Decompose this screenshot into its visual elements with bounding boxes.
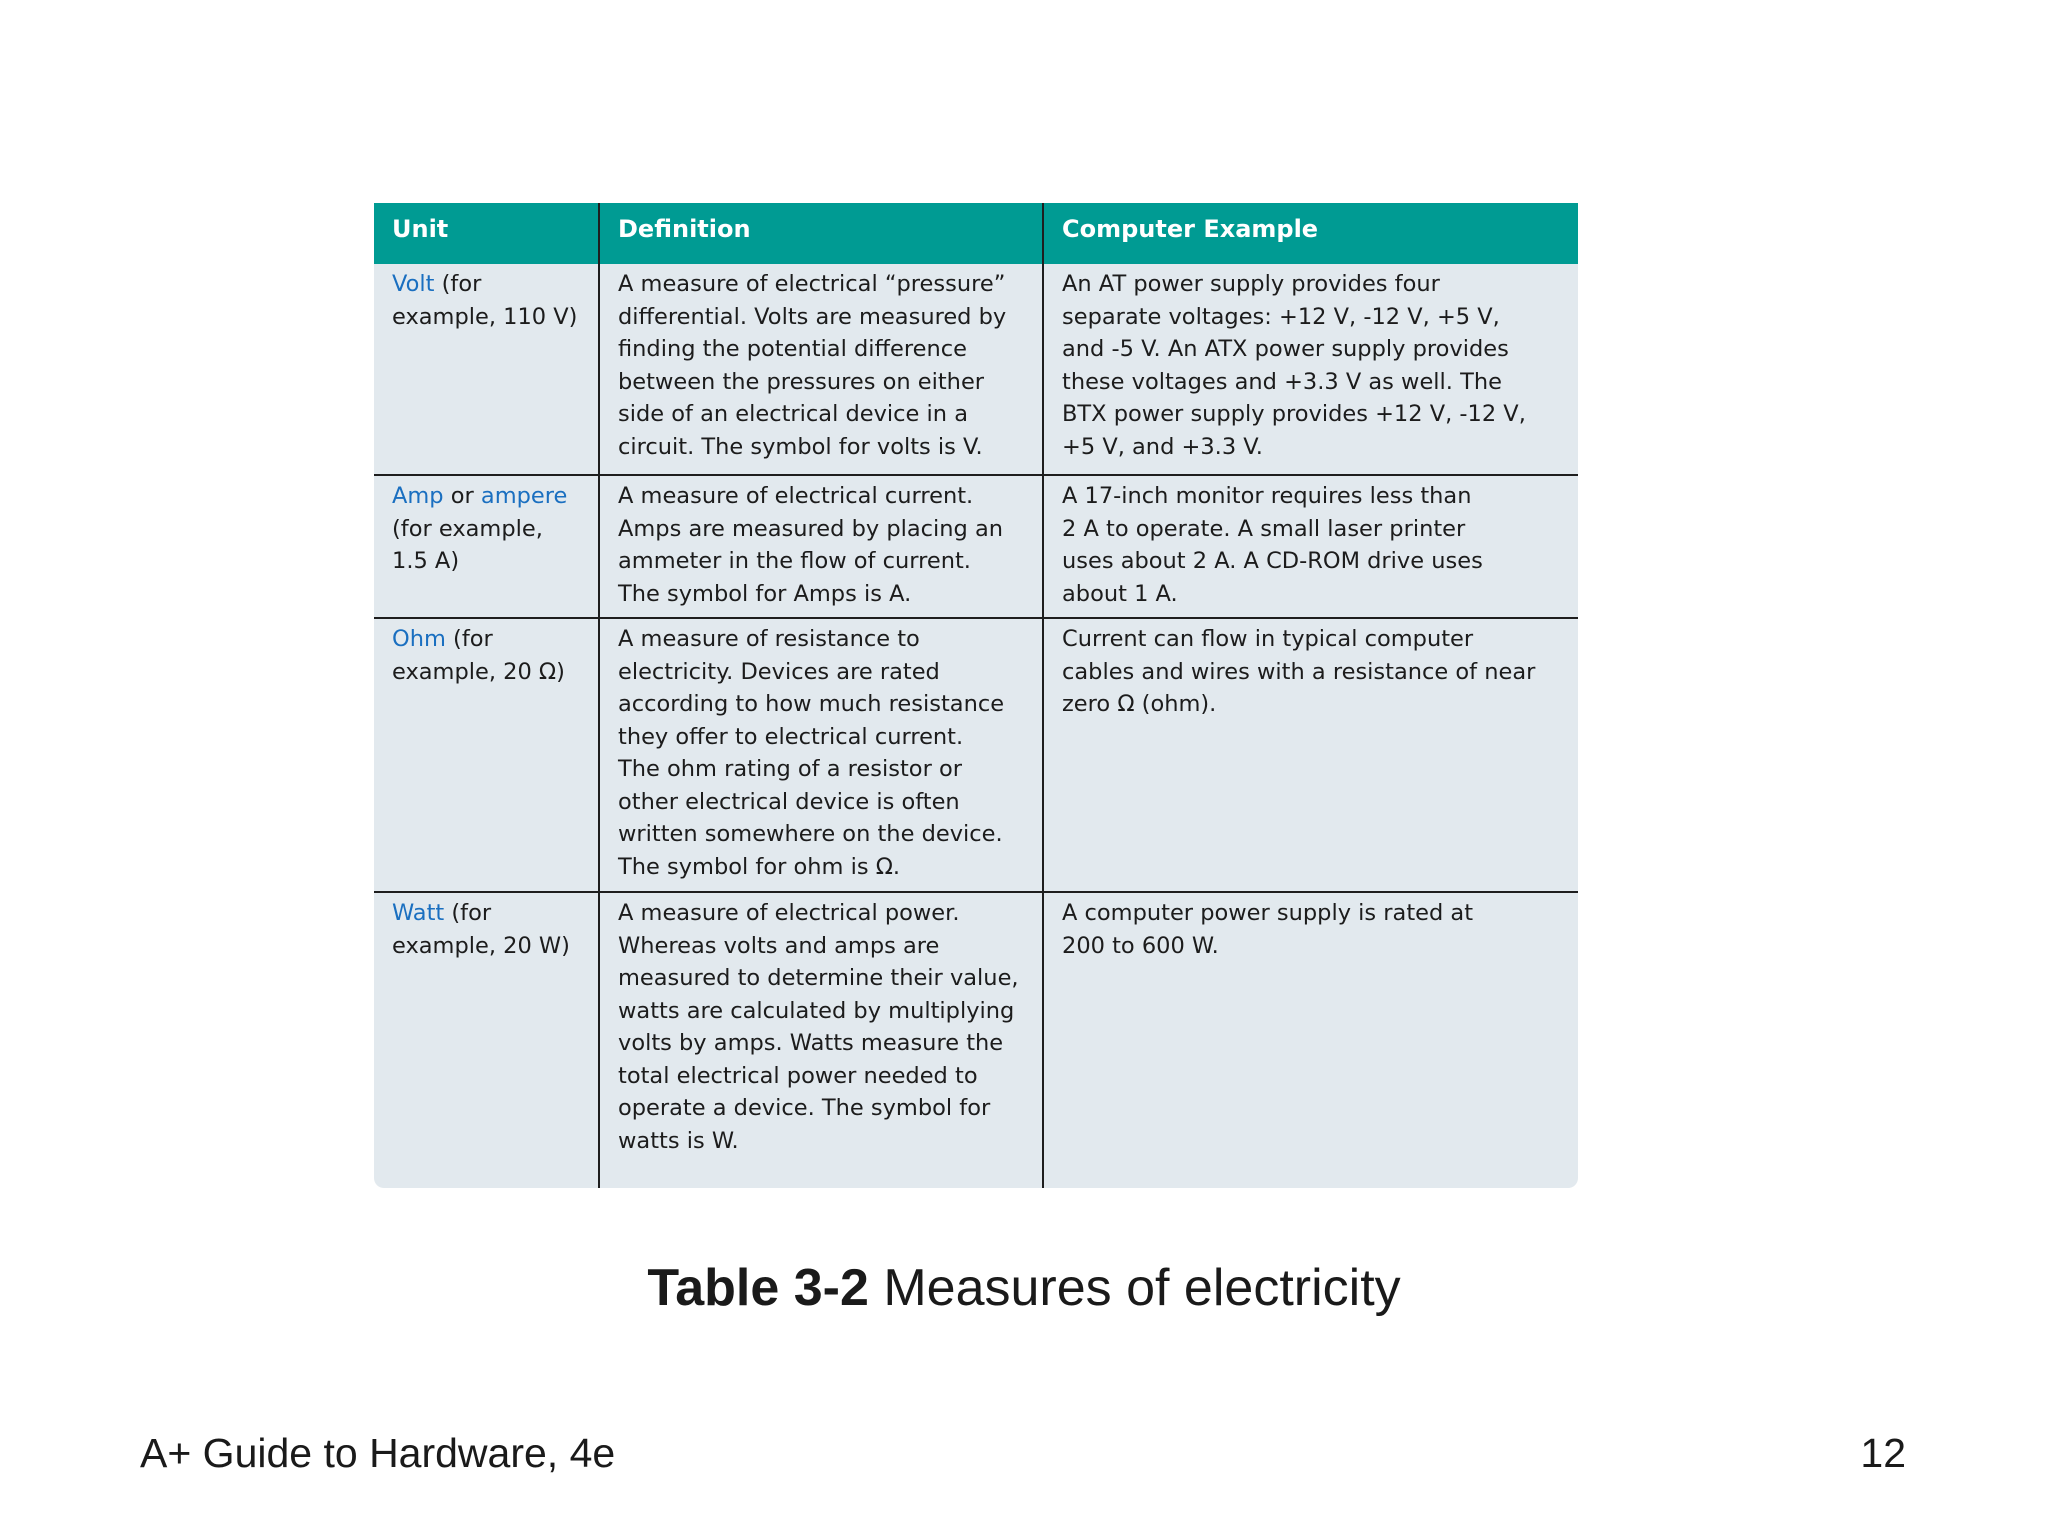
header-unit: Unit: [374, 203, 600, 264]
definition-cell-watt: A measure of electrical power. Whereas volts and amps are measured to determine their value, watts are calculated by multiplying volts by amps. Watts measure the total electrical power needed to operate a device. The symbol for watts is W.: [600, 893, 1044, 1188]
unit-description: (for example, 1.5 A): [392, 515, 543, 574]
unit-description: (for example, 20 Ω): [392, 626, 565, 685]
unit-term: Ohm: [392, 626, 446, 652]
definition-cell-volt: A measure of electrical “pressure” differential. Volts are measured by finding the potential difference between the pressures on either side of an electrical device in a circuit. The symbol for volts is V.: [600, 264, 1044, 476]
caption-text: Measures of electricity: [868, 1259, 1401, 1317]
unit-term: Amp: [392, 483, 444, 509]
table-caption: [0, 1258, 2048, 1318]
unit-connector: or: [443, 483, 481, 509]
unit-cell-ohm: [374, 619, 600, 893]
unit-term: Watt: [392, 900, 445, 926]
example-cell-volt: An AT power supply provides four separate voltages: +12 V, -12 V, +5 V, and -5 V. An ATX power supply provides these voltages and +3.3 V as well. The BTX power supply provides +12 V, -12 V, +5 V, and +3.3 V.: [1044, 264, 1578, 476]
example-cell-ohm: Current can flow in typical computer cables and wires with a resistance of near zero Ω (ohm).: [1044, 619, 1578, 893]
caption-label: Table 3-2: [647, 1259, 869, 1317]
definition-cell-amp: A measure of electrical current. Amps are measured by placing an ammeter in the flow of current. The symbol for Amps is A.: [600, 476, 1044, 619]
definition-cell-ohm: A measure of resistance to electricity. Devices are rated according to how much resistance they offer to electrical current. The ohm rating of a resistor or other electrical device is often written somewhere on the device. The symbol for ohm is Ω.: [600, 619, 1044, 893]
unit-term-alt: ampere: [480, 483, 568, 509]
unit-cell-watt: [374, 893, 600, 1188]
unit-description: (for example, 20 W): [392, 900, 570, 959]
unit-description: (for example, 110 V): [392, 271, 578, 330]
header-definition: Definition: [600, 203, 1044, 264]
footer-page-number: 12: [1860, 1430, 1906, 1476]
measures-table: [374, 203, 1578, 1188]
example-cell-amp: A 17-inch monitor requires less than 2 A to operate. A small laser printer uses about 2 A. A CD-ROM drive uses about 1 A.: [1044, 476, 1578, 619]
unit-cell-volt: [374, 264, 600, 476]
unit-cell-amp: [374, 476, 600, 619]
header-computer-example: Computer Example: [1044, 203, 1578, 264]
footer-book-title: A+ Guide to Hardware, 4e: [140, 1430, 616, 1476]
unit-term: Volt: [392, 271, 435, 297]
example-cell-watt: A computer power supply is rated at 200 to 600 W.: [1062, 900, 1474, 959]
